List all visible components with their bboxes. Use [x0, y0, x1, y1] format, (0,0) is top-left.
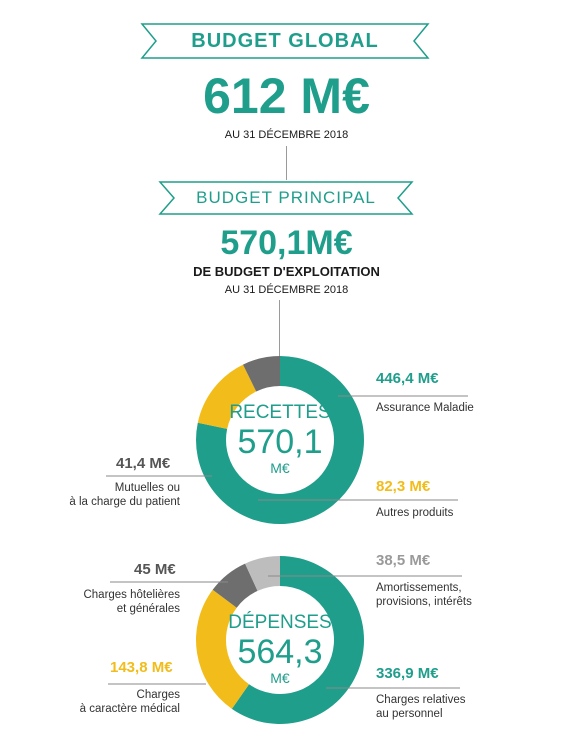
global-value: 612 M€: [203, 68, 370, 124]
depenses-center-title: DÉPENSES: [228, 612, 332, 633]
global-date: AU 31 DÉCEMBRE 2018: [224, 129, 349, 141]
label-hotelieres-text: [60, 588, 180, 616]
label-mutuelles-line2: à la charge du patient: [69, 496, 180, 508]
principal-date: AU 31 DÉCEMBRE 2018: [224, 284, 349, 296]
label-personnel-value: 336,9 M€: [376, 665, 439, 682]
label-hotelieres-line2: et générales: [116, 603, 180, 615]
label-mutuelles-line1: Mutuelles ou: [114, 482, 180, 494]
recettes-center-unit: M€: [270, 460, 290, 476]
principal-subtitle: DE BUDGET D'EXPLOITATION: [193, 264, 380, 279]
label-assurance-text: Assurance Maladie: [376, 402, 474, 414]
label-personnel-line1: Charges relatives: [376, 694, 466, 706]
label-amortissements-value: 38,5 M€: [376, 552, 431, 569]
label-autres-text: Autres produits: [376, 507, 454, 519]
label-amortissements-text: [376, 581, 472, 609]
label-medical-line2: à caractère médical: [79, 703, 180, 715]
banner-principal-title: BUDGET PRINCIPAL: [196, 188, 376, 207]
recettes-center: [218, 402, 342, 476]
label-mutuelles-value: 41,4 M€: [116, 455, 171, 472]
label-medical-value: 143,8 M€: [110, 659, 173, 676]
banner-global-title: BUDGET GLOBAL: [191, 30, 379, 52]
label-autres-value: 82,3 M€: [376, 478, 431, 495]
label-amortissements-line1: Amortissements,: [376, 582, 462, 594]
label-mutuelles-text: [60, 481, 180, 509]
recettes-center-title: RECETTES: [229, 402, 331, 423]
label-hotelieres-line1: Charges hôtelières: [83, 589, 180, 601]
label-personnel-line2: au personnel: [376, 708, 443, 720]
label-medical-text: [60, 688, 180, 716]
depenses-center-value: 564,3: [237, 633, 323, 671]
depenses-center-unit: M€: [270, 670, 290, 686]
principal-value: 570,1M€: [220, 224, 353, 262]
label-amortissements-line2: provisions, intérêts: [376, 596, 472, 608]
depenses-center: [218, 612, 342, 686]
recettes-center-value: 570,1: [237, 423, 323, 461]
label-personnel-text: [376, 693, 465, 721]
label-medical-line1: Charges: [136, 689, 180, 701]
label-hotelieres-value: 45 M€: [134, 561, 176, 578]
label-assurance-value: 446,4 M€: [376, 370, 439, 387]
